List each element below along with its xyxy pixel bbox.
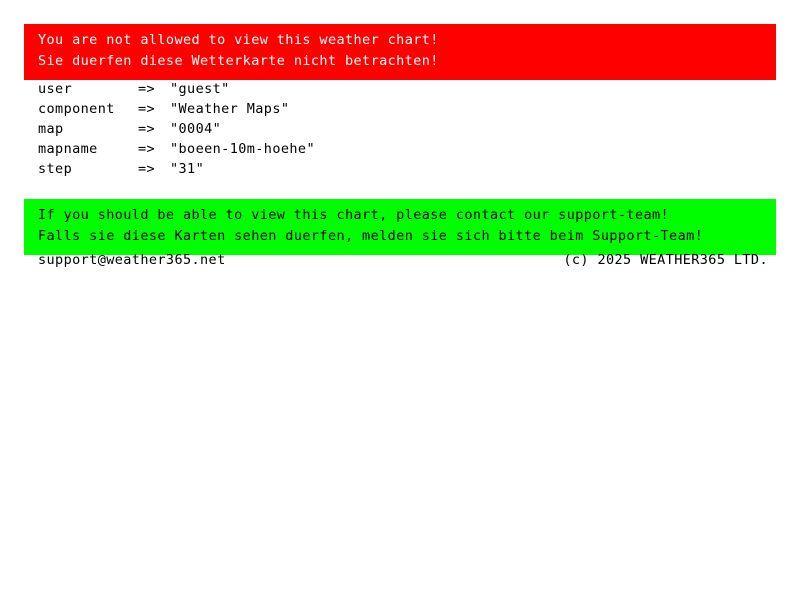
parameter-row bbox=[38, 79, 315, 99]
parameter-value: "0004" bbox=[170, 121, 222, 137]
info-banner bbox=[24, 199, 776, 255]
parameter-key: user bbox=[38, 81, 73, 97]
parameter-row bbox=[38, 159, 315, 179]
footer bbox=[38, 250, 768, 270]
parameter-list bbox=[38, 79, 315, 179]
parameter-row bbox=[38, 99, 315, 119]
parameter-row bbox=[38, 119, 315, 139]
error-banner-line-en: You are not allowed to view this weather chart! bbox=[38, 32, 439, 48]
parameter-arrow: => bbox=[138, 101, 156, 117]
copyright-text: (c) 2025 WEATHER365 LTD. bbox=[563, 252, 768, 268]
error-banner-line-de: Sie duerfen diese Wetterkarte nicht betrachten! bbox=[38, 53, 439, 69]
parameter-arrow: => bbox=[138, 121, 156, 137]
parameter-key: mapname bbox=[38, 141, 98, 157]
parameter-key: step bbox=[38, 161, 73, 177]
parameter-value: "guest" bbox=[170, 81, 230, 97]
error-banner bbox=[24, 24, 776, 80]
info-banner-line-de: Falls sie diese Karten sehen duerfen, melden sie sich bitte beim Support-Team! bbox=[38, 228, 704, 244]
parameter-value: "Weather Maps" bbox=[170, 101, 290, 117]
parameter-key: map bbox=[38, 121, 64, 137]
parameter-arrow: => bbox=[138, 81, 156, 97]
parameter-value: "31" bbox=[170, 161, 205, 177]
parameter-key: component bbox=[38, 101, 115, 117]
parameter-value: "boeen-10m-hoehe" bbox=[170, 141, 315, 157]
support-email-link[interactable]: support@weather365.net bbox=[38, 252, 226, 268]
info-banner-line-en: If you should be able to view this chart, please contact our support-team! bbox=[38, 207, 670, 223]
parameter-arrow: => bbox=[138, 161, 156, 177]
parameter-arrow: => bbox=[138, 141, 156, 157]
parameter-row bbox=[38, 139, 315, 159]
